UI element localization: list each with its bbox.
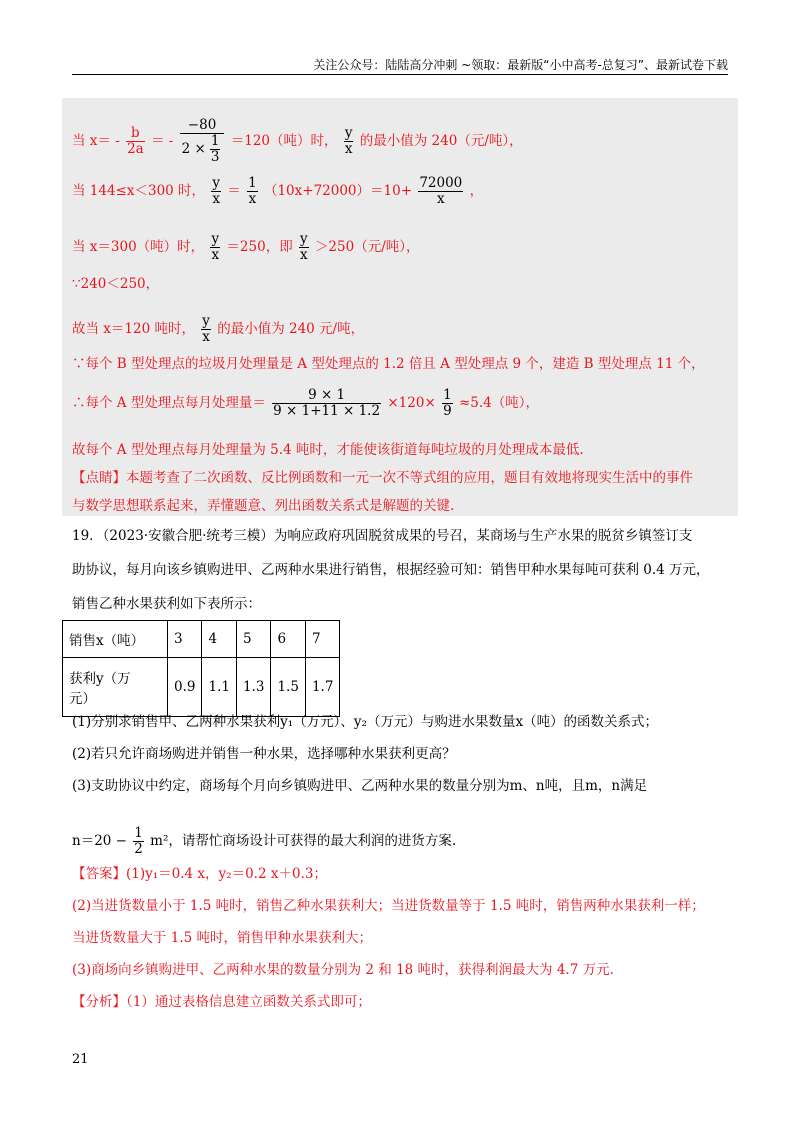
answer-line-3: 当进货数量大于 1.5 吨时，销售甲种水果获利大； (72, 930, 373, 946)
text: ＝120（吨）时， (230, 133, 338, 149)
question-3: (3)支助协议中约定，商场每个月向乡镇购进甲、乙两种水果的数量分别为m、n吨，且m，n满足 (72, 778, 648, 794)
text: ＝ - (151, 133, 174, 149)
text: 的最小值为 240（元/吨）， (359, 133, 523, 149)
text: ≈5.4（吨）， (458, 395, 539, 411)
fraction-y-over-x: $\frac{y}{x}$ (344, 125, 353, 157)
text: n＝20 − (72, 833, 127, 849)
problem-line-1: 19．（2023·安徽合肥·统考三模）为响应政府巩固脱贫成果的号召，某商场与生产水果的脱贫乡镇签订支 (72, 528, 693, 544)
fraction-72000-over-x: $\frac{72000}{x}$ (419, 175, 463, 207)
fraction-y-over-x: $\frac{y}{x}$ (202, 313, 210, 345)
text: 当 x＝ - (72, 133, 120, 149)
text: 当 144≤x＜300 时， (72, 183, 206, 199)
fraction-y-over-x: $\frac{y}{x}$ (212, 175, 220, 207)
table-row (63, 621, 340, 658)
table-cell: 0.9 (168, 658, 202, 717)
table-cell: 4 (202, 621, 236, 658)
comment-line-2: 与数学思想联系起来，弄懂题意、列出函数关系式是解题的关键. (72, 498, 455, 514)
fraction-y-over-x: $\frac{y}{x}$ (300, 231, 308, 263)
table-cell: 3 (168, 621, 202, 658)
solution-line-2 (72, 176, 483, 207)
question-2: (2)若只允许商场购进并销售一种水果，选择哪种水果获利更高？ (72, 746, 456, 762)
text: ＞250（元/吨）， (314, 239, 420, 255)
sales-profit-table (62, 620, 340, 717)
table-cell: 1.1 (202, 658, 236, 717)
table-cell: 5 (236, 621, 270, 658)
table-cell: 1.7 (305, 658, 339, 717)
comment-line-1: 【点睛】本题考查了二次函数、反比例函数和一元一次不等式组的应用，题目有效地将现实生活中的事件 (72, 470, 693, 486)
text: 的最小值为 240 元/吨， (217, 321, 365, 337)
text: ， (469, 183, 484, 199)
question-1: (1)分别求销售甲、乙两种水果获利y₁（万元）、y₂（万元）与购进水果数量x（吨）的函数关系式； (72, 714, 659, 730)
text: 故当 x＝120 吨时， (72, 321, 195, 337)
problem-line-2: 助协议，每月向该乡镇购进甲、乙两种水果进行销售，根据经验可知：销售甲种水果每吨可获利 0.4 万元， (72, 562, 710, 578)
solution-line-4: ∵240＜250， (72, 276, 160, 292)
text: ×120× (387, 395, 436, 411)
table-cell: 1.3 (236, 658, 270, 717)
table-cell: 1.5 (271, 658, 305, 717)
solution-line-3 (72, 232, 420, 263)
text: 当 x＝300（吨）时， (72, 239, 205, 255)
text: ∴每个 A 型处理点每月处理量＝ (72, 395, 266, 411)
text: （10x+72000）＝10+ (263, 183, 413, 199)
fraction-y-over-x: $\frac{y}{x}$ (211, 231, 220, 263)
table-header-cell: 获利y（万 元） (63, 658, 168, 717)
solution-line-8: 故每个 A 型处理点每月处理量为 5.4 吨时，才能使该街道每吨垃圾的月处理成本最低. (72, 442, 584, 458)
fraction-minus80: −80 2 × $\frac{1}{3}$ (180, 118, 225, 165)
fraction-1-over-9: $\frac{1}{9}$ (443, 387, 452, 419)
answer-line-2: (2)当进货数量小于 1.5 吨时，销售乙种水果获利大；当进货数量等于 1.5 吨时，销售两种水果获利一样； (72, 898, 705, 914)
fraction-1-over-2: $\frac{1}{2}$ (134, 825, 143, 857)
question-3-formula (72, 826, 456, 857)
header-divider (72, 74, 728, 75)
text: ＝ (227, 183, 241, 199)
page-number: 21 (72, 1052, 89, 1067)
page-header: 关注公众号：陆陆高分冲刺 ~领取：最新版“小中高考-总复习”、最新试卷下载 (313, 58, 728, 72)
solution-line-1 (72, 118, 523, 165)
text: ＝250，即 (226, 239, 293, 255)
fraction-1-over-x: $\frac{1}{x}$ (248, 175, 257, 207)
solution-line-5 (72, 314, 364, 345)
answer-line-4: (3)商场向乡镇购进甲、乙两种水果的数量分别为 2 和 18 吨时，获得利润最大为 4.7 万元. (72, 962, 614, 978)
fraction-capacity: $\frac{9 \times 1}{9 \times 1+11 \times 1.2}$ (273, 387, 381, 419)
solution-line-6: ∵每个 B 型处理点的垃圾月处理量是 A 型处理点的 1.2 倍且 A 型处理点 9 个，建造 B 型处理点 11 个， (72, 356, 705, 372)
text: m²，请帮忙商场设计可获得的最大利润的进货方案. (150, 833, 457, 849)
table-row (63, 658, 340, 717)
table-header-cell: 销售x（吨） (63, 621, 168, 658)
table-cell: 7 (305, 621, 339, 658)
table-cell: 6 (271, 621, 305, 658)
fraction-b-over-2a: $\frac{b}{2a}$ (127, 125, 144, 157)
answer-line-1: 【答案】(1)y₁＝0.4 x，y₂＝0.2 x＋0.3； (72, 866, 327, 882)
solution-line-7 (72, 388, 539, 419)
analysis-line-1: 【分析】（1）通过表格信息建立函数关系式即可； (72, 994, 371, 1010)
problem-line-3: 销售乙种水果获利如下表所示： (72, 596, 261, 612)
